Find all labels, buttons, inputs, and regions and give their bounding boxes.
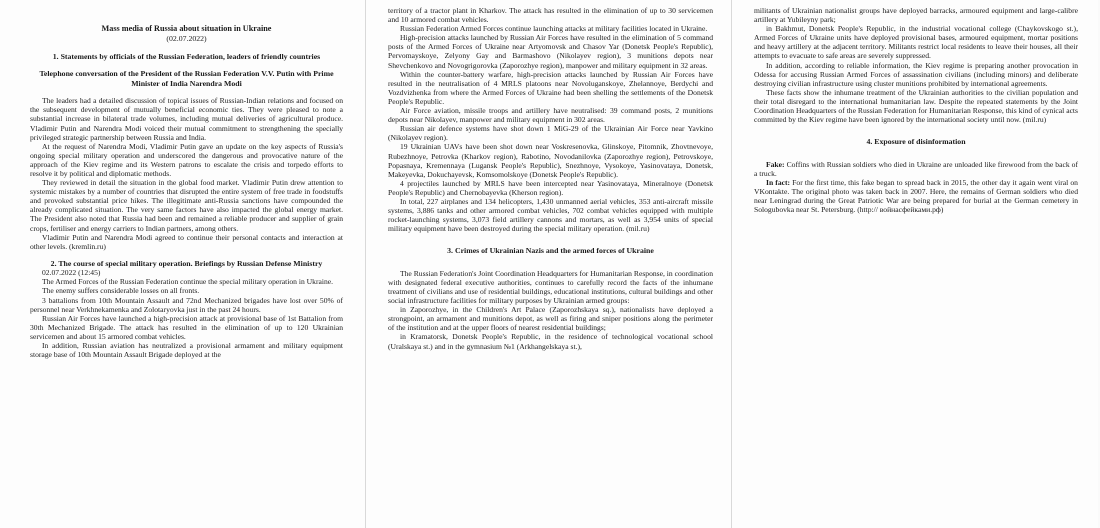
briefing-time: 02.07.2022 (12:45) <box>42 268 101 278</box>
paragraph: 19 Ukrainian UAVs have been shot down near Voskresenovka, Glinskoye, Pitomnik, Zhovtnevoye, Rubezhnoye, Petrovka (Kharkov region), Rabotino, Novodanilovka (Zaporozhye region), Petrovskoye, Popasnaya, Kremennaya (Lugansk People's Republic), Snezhnoye, Vysokoye, Yasinovataya, Donetsk, Makeyevka, Dokuchayevsk, Komsomolskoye (Donetsk People's Republic). <box>388 142 713 179</box>
paragraph: These facts show the inhumane treatment of the Ukrainian authorities to the civilian population and their total disregard to the international humanitarian law. Despite the repeated statements by the Joint Coordination Headquarters of the Russian Federation for Humanitarian Response, this kind of cynical acts committed by the Kiev regime have been ignored by the international society until now. (mil.ru) <box>754 87 1078 125</box>
fact-text: For the first time, this fake began to spread back in 2015, the other day it again went viral on VKontakte. The original photo was taken back in 2007. Here, the remains of German soldiers who died near Leningrad during the Great Patriotic War are being prepared for burial at the German cemetery in Sologubovka near St. Petersburg. (http:// войнасфейками.рф) <box>754 177 1078 215</box>
paragraph: Air Force aviation, missile troops and artillery have neutralised: 39 command posts, 2 munitions depots near Nikolayev, manpower and military equipment in 302 areas. <box>388 106 713 125</box>
paragraph: territory of a tractor plant in Kharkov. The attack has resulted in the elimination of up to 30 servicemen and 10 armored combat vehicles. <box>388 6 713 25</box>
paragraph: In addition, Russian aviation has neutralized a provisional armament and military equipment storage base of 10th Mountain Assault Brigade deployed at the <box>30 340 343 360</box>
fake-label: Fake: <box>766 159 785 169</box>
page-1 <box>0 0 366 528</box>
paragraph: In addition, according to reliable information, the Kiev regime is preparing another provocation in Odessa for accusing Russian Armed Forces of assassination civilians (including minors) and deliberate destroying civilian infrastructure using cluster munitions prohibited by international agreements. <box>754 60 1078 88</box>
paragraph: Within the counter-battery warfare, high-precision attacks launched by Russian Air Forces have resulted in the neutralisation of 4 MRLS platoons near Novoluganskoye, Zhelannoye, Berdychi and Vozdvizhenka from where the Armed Forces of Ukraine had been shelling the settlements of the Donetsk People's Republic. <box>388 69 713 106</box>
paragraph: They reviewed in detail the situation in the global food market. Vladimir Putin drew attention to systemic mistakes by a number of countries that disrupted the entire system of free trade in foodstuffs and provoked substantial price hikes. The illegitimate anti-Russia sanctions have compounded the already complicated situation. The very same factors have also impacted the global energy market. The President also noted that Russia had been and remained a reliable producer and supplier of grain crops, fertiliser and energy carriers to Indian partners, among others. <box>30 178 343 233</box>
paragraph: Russian air defence systems have shot down 1 MiG-29 of the Ukrainian Air Force near Yavkino (Nikolayev region). <box>388 124 713 143</box>
section-1-heading: 1. Statements by officials of the Russian Federation, leaders of friendly countries <box>52 52 321 61</box>
fact-paragraph <box>754 178 1078 214</box>
page-3 <box>732 0 1098 528</box>
paragraph: In total, 227 airplanes and 134 helicopters, 1,430 unmanned aerial vehicles, 353 anti-aircraft missile systems, 3,886 tanks and other armored combat vehicles, 702 combat vehicles equipped with multiple rocket-launching systems, 3,073 field artillery cannons and mortars, as well as 3,954 units of special military equipment have been destroyed during the special military operation. (mil.ru) <box>388 196 713 234</box>
section-2-heading: 2. The course of special military operation. Briefings by Russian Defense Ministry <box>50 258 323 268</box>
paragraph: 4 projectiles launched by MRLS have been intercepted near Yasinovataya, Mineralnoye (Donetsk People's Republic) and Chernobayevka (Kherson region). <box>388 178 713 197</box>
section-4-heading: 4. Exposure of disinformation <box>866 137 966 147</box>
paragraph: The leaders had a detailed discussion of topical issues of Russian-Indian relations and focused on the subsequent development of mutually beneficial economic ties. They were pleased to note a substantial increase in bilateral trade volumes, including mutual deliveries of agricultural produce. Vladimir Putin and Narendra Modi voiced their mutual commitment to strengthening the specially privileged strategic partnership between Russia and India. <box>30 96 343 142</box>
paragraph: High-precision attacks launched by Russian Air Forces have resulted in the elimination of 5 command posts of the Armed Forces of Ukraine near Artyomovsk and Chasov Yar (Donetsk People's Republic), Pervomayskoye, Zelyony Gay and Barmashovo (Nikolayev region), 3 munitions depots near Shevchenkovo and Novogrigorovka (Zaporozhye region), manpower and military equipment in 32 areas. <box>388 33 713 70</box>
fake-text: Coffins with Russian soldiers who died in Ukraine are unloaded like firewood from the back of a truck. <box>754 159 1078 178</box>
paragraph: Vladimir Putin and Narendra Modi agreed to continue their personal contacts and interaction at other levels. (kremlin.ru) <box>30 232 343 251</box>
paragraph: The enemy suffers considerable losses on all fronts. <box>42 286 200 296</box>
paragraph: The Armed Forces of the Russian Federation continue the special military operation in Ukraine. <box>42 277 334 287</box>
section-3-heading: 3. Crimes of Ukrainian Nazis and the armed forces of Ukraine <box>447 246 654 256</box>
paragraph: Russian Air Forces have launched a high-precision attack at provisional base of 1st Battalion from 30th Mechanized Brigade. The attack has resulted in the elimination of up to 120 Ukrainian servicemen and about 15 armored combat vehicles. <box>30 313 343 341</box>
paragraph: Russian Federation Armed Forces continue launching attacks at military facilities located in Ukraine. <box>400 24 708 34</box>
fake-paragraph <box>754 160 1078 178</box>
paragraph: The Russian Federation's Joint Coordination Headquarters for Humanitarian Response, in coordination with designated federal executive authorities, continues to carefully record the facts of the inhumane treatment of civilians and use of residential buildings, educational institutions, cultural buildings and other social infrastructure facilities for military purposes by Ukrainian armed groups: <box>388 268 713 306</box>
paragraph: At the request of Narendra Modi, Vladimir Putin gave an update on the key aspects of Russia's ongoing special military operation and underscored the dangerous and provocative nature of the approach of the Kiev regime and its Western patrons to escalate the crisis and torpedo efforts to resolve it by political and diplomatic methods. <box>30 141 343 178</box>
fact-label: In fact: <box>766 177 791 187</box>
page-2 <box>366 0 732 528</box>
paragraph: militants of Ukrainian nationalist groups have deployed barracks, armoured equipment and large-calibre artillery at Yubileyny park; <box>754 6 1078 25</box>
document-date: (02.07.2022) <box>166 34 207 43</box>
paragraph: in Bakhmut, Donetsk People's Republic, in the industrial vocational college (Chaykovskogo st.), Armed Forces of Ukraine units have deployed provisional bases, armoured equipment, mortar positions and heavy artillery at the adjacent territory. Militants restrict local residents to leave their houses, all their attempts to evacuate to safe areas are severely suppressed. <box>754 24 1078 61</box>
paragraph: in Zaporozhye, in the Children's Art Palace (Zaporozhskaya sq.), nationalists have deployed a strongpoint, an armament and munitions depot, as well as firing and sniper positions along the perimeter of the institution and at the upper floors of nearest residential buildings; <box>388 305 713 333</box>
paragraph: in Kramatorsk, Donetsk People's Republic, in the residence of technological vocational school (Uralskaya st.) and in the gymnasium №1 (Arkhangelskaya st.), <box>388 332 713 351</box>
document-title: Mass media of Russia about situation in Ukraine <box>101 24 272 33</box>
section-1-subheading: Telephone conversation of the President of the Russian Federation V.V. Putin with Prime Minister of India Narendra Modi <box>39 69 334 88</box>
paragraph: 3 battalions from 10th Mountain Assault and 72nd Mechanized brigades have lost over 50% of personnel near Verkhnekamenka and Zolotaryovka just in the past 24 hours. <box>30 295 343 314</box>
